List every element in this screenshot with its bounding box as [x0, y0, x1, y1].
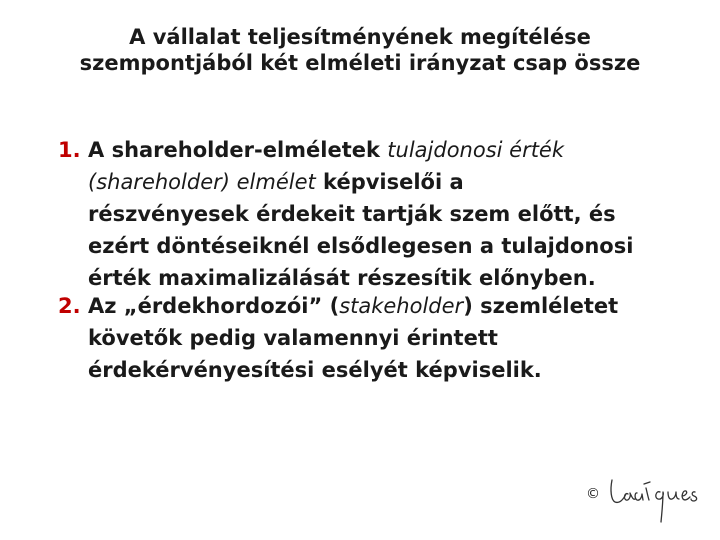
text-run: Az „érdekhordozói” ( — [88, 294, 340, 318]
item-line: érdekérvényesítési esélyét képviselik. — [88, 358, 542, 382]
item-line — [58, 290, 688, 322]
slide-title — [40, 24, 680, 76]
signature-image — [606, 470, 714, 528]
text-run: A shareholder-elméletek — [88, 138, 388, 162]
italic-term: tulajdonosi érték — [387, 138, 565, 162]
item-line — [58, 134, 688, 166]
italic-term: stakeholder — [339, 294, 464, 318]
item-line: részvényesek érdekeit tartják szem előtt, és — [88, 202, 616, 226]
item-line — [58, 166, 688, 198]
italic-term: (shareholder) elmélet — [88, 170, 316, 194]
list-item-2 — [58, 290, 688, 386]
item-line: követők pedig valamennyi érintett — [88, 326, 498, 350]
title-line-1: A vállalat teljesítményének megítélése — [129, 25, 591, 49]
list-number: 1. — [58, 138, 81, 162]
item-line: érték maximalizálását részesítik előnyben. — [88, 266, 596, 290]
list-number: 2. — [58, 294, 81, 318]
title-line-2: szempontjából két elméleti irányzat csap össze — [79, 51, 641, 75]
copyright-symbol: © — [586, 486, 600, 502]
text-run: képviselői a — [315, 170, 464, 194]
list-item-1 — [58, 134, 688, 294]
item-line: ezért döntéseiknél elsődlegesen a tulajdonosi — [88, 234, 634, 258]
text-run: ) szemléletet — [463, 294, 619, 318]
